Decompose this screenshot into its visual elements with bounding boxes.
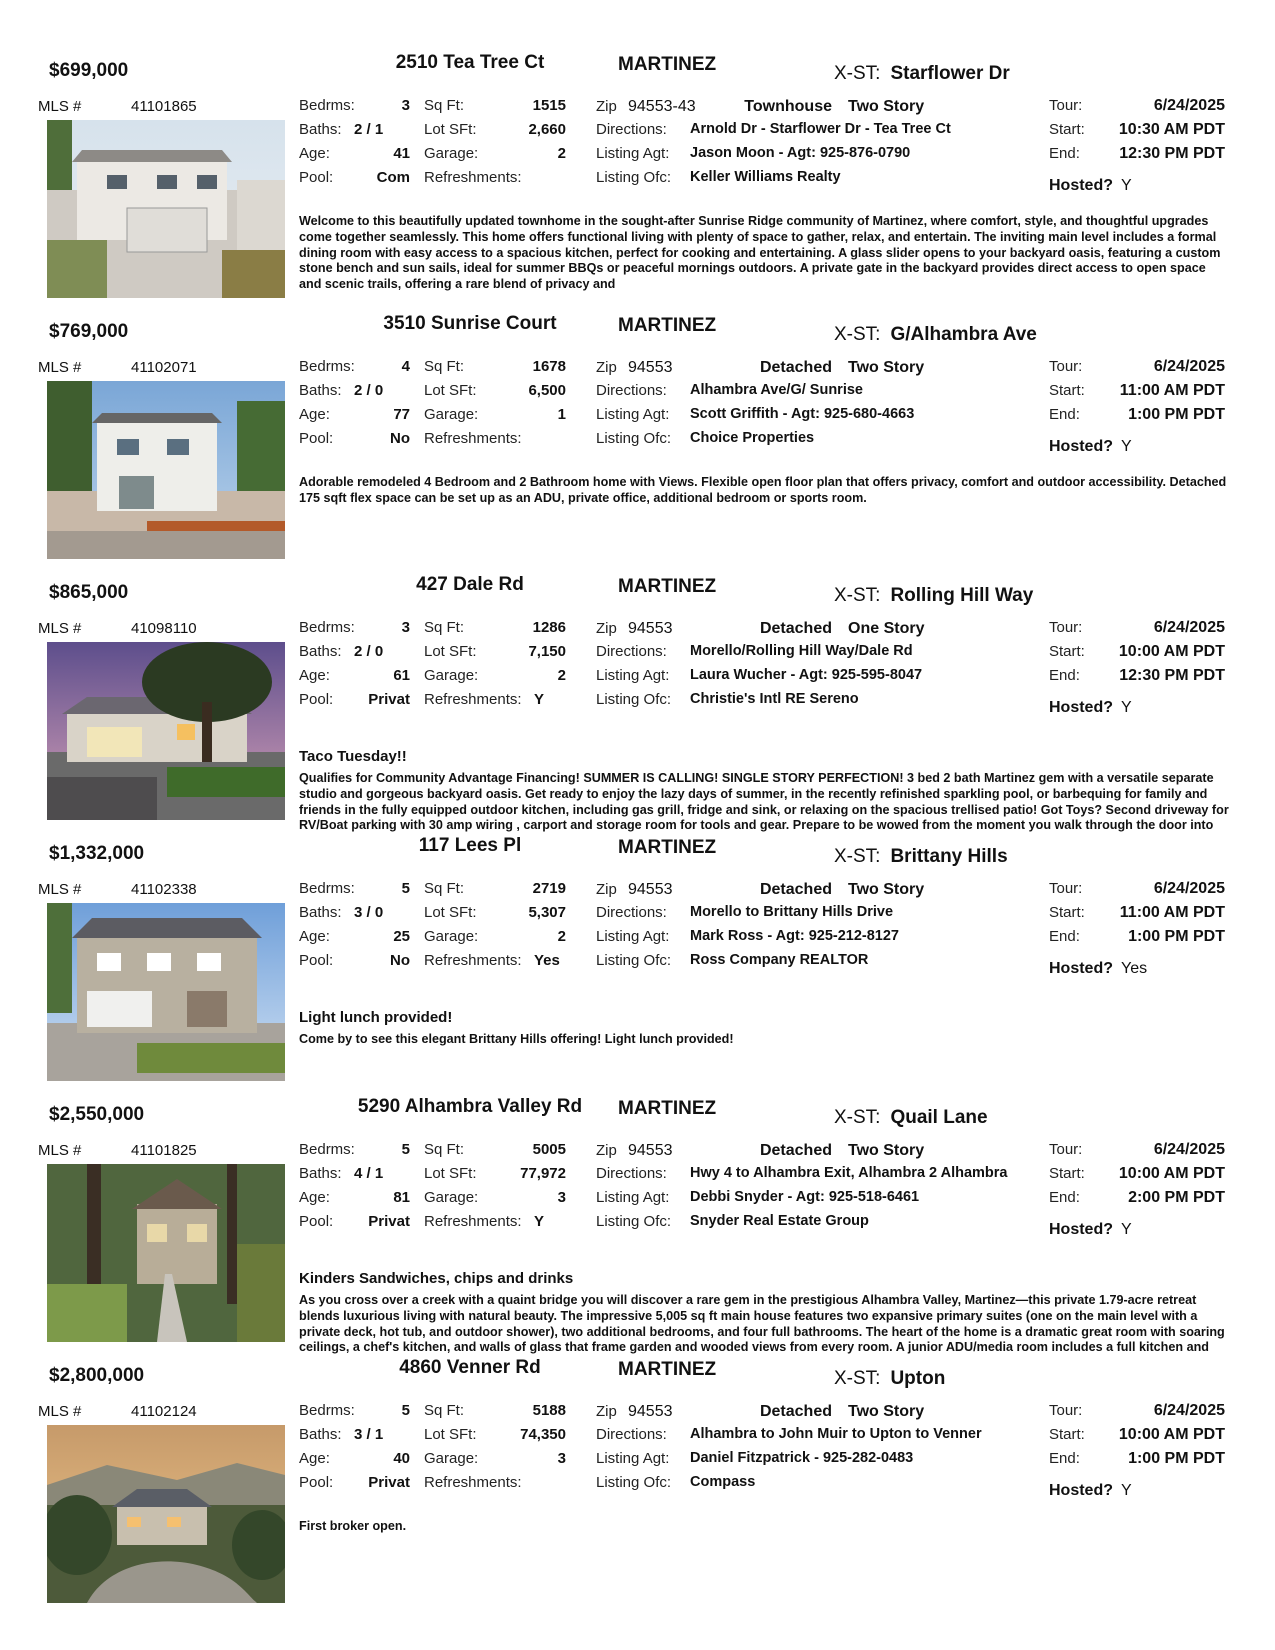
age-label: Age: (299, 667, 330, 684)
listing-agent-value: Laura Wucher - Agt: 925-595-8047 (690, 667, 923, 683)
listing-address: 5290 Alhambra Valley Rd (357, 1096, 583, 1117)
listing-note: Light lunch provided! (299, 1009, 453, 1026)
bedrms-label: Bedrms: (299, 880, 355, 897)
lotsft-label: Lot SFt: (424, 1426, 477, 1443)
listing-office-label: Listing Ofc: (596, 691, 672, 708)
property-stories: Two Story (848, 881, 925, 898)
start-label: Start: (1049, 1426, 1085, 1443)
zip-value: 94553 (628, 1403, 673, 1420)
listing-office-value: Keller Williams Realty (690, 169, 841, 185)
sqft-value: 5005 (532, 1141, 566, 1158)
bedrms-label: Bedrms: (299, 1141, 355, 1158)
listing-description: Welcome to this beautifully updated townhome in the sought-after Sunrise Ridge community of Martinez, where comfort, style, and thoughtful upgrades come together seamlessly. This home offers functional living with plenty of space to gather, relax, and entertain. The inviting main level includes a formal dining room with easy access to a spacious kitchen, perfect for cooking and entertaining. A glass slider opens to your backyard oasis, featuring a custom stone bench and sun sails, ideal for summer BBQs or peaceful mornings outdoors. A private gate in the backyard provides direct access to open space and scenic trails, offering a rare blend of privacy and (299, 214, 1221, 292)
listing-office-value: Choice Properties (690, 430, 815, 446)
listing-address: 2510 Tea Tree Ct (395, 52, 545, 73)
property-photo (47, 903, 285, 1081)
listing-city: MARTINEZ (618, 315, 717, 336)
garage-value: 3 (557, 1450, 566, 1467)
bedrms-value: 5 (401, 1402, 410, 1419)
listing-price: $699,000 (49, 60, 129, 81)
listing-note: Kinders Sandwiches, chips and drinks (299, 1270, 574, 1287)
sqft-value: 2719 (532, 880, 566, 897)
refreshments-label: Refreshments: (424, 1474, 522, 1491)
hosted (1049, 1482, 1132, 1500)
end-label: End: (1049, 1450, 1080, 1467)
lotsft-value: 2,660 (528, 121, 566, 138)
listing-office-value: Christie's Intl RE Sereno (690, 691, 859, 707)
directions-label: Directions: (596, 1426, 667, 1443)
listing-city: MARTINEZ (618, 54, 717, 75)
property-type: Detached (759, 359, 832, 376)
property-photo (47, 120, 285, 298)
age-value: 25 (393, 928, 410, 945)
listing-city: MARTINEZ (618, 837, 717, 858)
hosted (1049, 438, 1132, 456)
listing-6 (0, 1357, 1275, 1619)
lotsft-value: 74,350 (520, 1426, 566, 1443)
bedrms-label: Bedrms: (299, 619, 355, 636)
zip-value: 94553 (628, 620, 673, 637)
property-type: Detached (759, 1403, 832, 1420)
listing-office-value: Compass (690, 1474, 756, 1490)
sqft-label: Sq Ft: (424, 1402, 465, 1419)
tour-label: Tour: (1049, 880, 1083, 897)
end-time: 12:30 PM PDT (1119, 145, 1225, 162)
cross-street-value: Rolling Hill Way (890, 585, 1034, 606)
hosted-label: Hosted? (1049, 177, 1113, 194)
directions-value: Alhambra Ave/G/ Sunrise (690, 382, 863, 398)
zip-value: 94553 (628, 881, 673, 898)
tour-date: 6/24/2025 (1153, 880, 1225, 897)
pool-value: Com (376, 169, 410, 186)
end-label: End: (1049, 1189, 1080, 1206)
age-label: Age: (299, 1189, 330, 1206)
cross-street-label: X-ST: (834, 324, 881, 345)
age-label: Age: (299, 1450, 330, 1467)
listing-1 (0, 52, 1275, 314)
bedrms-label: Bedrms: (299, 358, 355, 375)
tour-date: 6/24/2025 (1153, 97, 1225, 114)
listing-note: Taco Tuesday!! (299, 748, 407, 765)
listing-description: First broker open. (299, 1519, 407, 1533)
garage-label: Garage: (424, 1450, 479, 1467)
end-label: End: (1049, 406, 1080, 423)
garage-label: Garage: (424, 928, 479, 945)
refreshments-label: Refreshments: (424, 952, 522, 969)
hosted-label: Hosted? (1049, 438, 1113, 455)
start-label: Start: (1049, 643, 1085, 660)
garage-value: 2 (557, 145, 566, 162)
refreshments-value: Y (534, 1213, 545, 1230)
mls-label: MLS # (38, 881, 82, 898)
zip-label: Zip (596, 620, 617, 637)
property-photo (47, 381, 285, 559)
age-label: Age: (299, 406, 330, 423)
listing-2 (0, 313, 1275, 575)
mls-number: 41102124 (131, 1403, 197, 1420)
age-value: 40 (393, 1450, 410, 1467)
listing-city: MARTINEZ (618, 1359, 717, 1380)
sqft-label: Sq Ft: (424, 880, 465, 897)
property-photo (47, 1425, 285, 1603)
age-label: Age: (299, 928, 330, 945)
listing-agent-value: Scott Griffith - Agt: 925-680-4663 (690, 406, 915, 422)
zip-value: 94553-43 (628, 98, 696, 115)
lotsft-label: Lot SFt: (424, 643, 477, 660)
mls-number: 41102071 (131, 359, 197, 376)
bedrms-value: 3 (401, 97, 410, 114)
start-time: 11:00 AM PDT (1119, 382, 1225, 399)
age-value: 81 (393, 1189, 410, 1206)
end-label: End: (1049, 145, 1080, 162)
zip-label: Zip (596, 881, 617, 898)
property-stories: Two Story (848, 359, 925, 376)
cross-street-label: X-ST: (834, 846, 881, 867)
cross-street-label: X-ST: (834, 1107, 881, 1128)
bedrms-value: 5 (401, 1141, 410, 1158)
end-time: 2:00 PM PDT (1128, 1189, 1225, 1206)
tour-label: Tour: (1049, 1141, 1083, 1158)
property-type: Detached (759, 1142, 832, 1159)
property-stories: Two Story (848, 1403, 925, 1420)
refreshments-value: Y (534, 691, 545, 708)
directions-value: Hwy 4 to Alhambra Exit, Alhambra 2 Alhambra (690, 1165, 1008, 1181)
pool-label: Pool: (299, 1474, 334, 1491)
pool-label: Pool: (299, 691, 334, 708)
end-time: 1:00 PM PDT (1128, 406, 1225, 423)
baths-label: Baths: (299, 1426, 342, 1443)
mls-number: 41102338 (131, 881, 197, 898)
listing-office-label: Listing Ofc: (596, 169, 672, 186)
listing-agent-value: Debbi Snyder - Agt: 925-518-6461 (690, 1189, 920, 1205)
pool-label: Pool: (299, 1213, 334, 1230)
property-stories: One Story (848, 620, 925, 637)
listing-3 (0, 574, 1275, 836)
directions-value: Morello to Brittany Hills Drive (690, 904, 894, 920)
refreshments-label: Refreshments: (424, 169, 522, 186)
directions-value: Morello/Rolling Hill Way/Dale Rd (690, 643, 913, 659)
listing-agent-value: Mark Ross - Agt: 925-212-8127 (690, 928, 899, 944)
zip-label: Zip (596, 98, 617, 115)
start-time: 10:00 AM PDT (1118, 1165, 1225, 1182)
start-label: Start: (1049, 382, 1085, 399)
cross-street (834, 585, 1033, 607)
listing-office-label: Listing Ofc: (596, 1474, 672, 1491)
listing-city: MARTINEZ (618, 1098, 717, 1119)
sqft-value: 1678 (532, 358, 566, 375)
cross-street-value: Quail Lane (890, 1107, 988, 1128)
directions-label: Directions: (596, 643, 667, 660)
listing-address: 4860 Venner Rd (399, 1357, 541, 1378)
mls-label: MLS # (38, 359, 82, 376)
mls-label: MLS # (38, 1142, 82, 1159)
baths-value: 2 / 0 (354, 643, 384, 660)
age-label: Age: (299, 145, 330, 162)
tour-date: 6/24/2025 (1153, 1141, 1225, 1158)
age-value: 77 (393, 406, 410, 423)
end-time: 1:00 PM PDT (1128, 928, 1225, 945)
end-time: 1:00 PM PDT (1128, 1450, 1225, 1467)
property-photo (47, 642, 285, 820)
baths-value: 2 / 0 (354, 382, 384, 399)
listing-price: $2,550,000 (49, 1104, 145, 1125)
tour-date: 6/24/2025 (1153, 1402, 1225, 1419)
hosted-label: Hosted? (1049, 960, 1113, 977)
hosted-value: Y (1121, 1221, 1132, 1238)
mls-label: MLS # (38, 620, 82, 637)
hosted (1049, 1221, 1132, 1239)
property-stories: Two Story (848, 1142, 925, 1159)
cross-street-value: Upton (890, 1368, 946, 1389)
property-type: Detached (759, 620, 832, 637)
bedrms-value: 3 (401, 619, 410, 636)
end-label: End: (1049, 928, 1080, 945)
tour-date: 6/24/2025 (1153, 619, 1225, 636)
hosted-label: Hosted? (1049, 1482, 1113, 1499)
lotsft-label: Lot SFt: (424, 1165, 477, 1182)
listing-office-label: Listing Ofc: (596, 430, 672, 447)
listing-price: $769,000 (49, 321, 129, 342)
pool-value: Privat (368, 1474, 410, 1491)
age-value: 61 (393, 667, 410, 684)
directions-label: Directions: (596, 121, 667, 138)
directions-label: Directions: (596, 1165, 667, 1182)
listing-agent-label: Listing Agt: (596, 1189, 670, 1206)
listing-office-label: Listing Ofc: (596, 952, 672, 969)
listing-agent-label: Listing Agt: (596, 145, 670, 162)
tour-date: 6/24/2025 (1153, 358, 1225, 375)
bedrms-label: Bedrms: (299, 1402, 355, 1419)
end-label: End: (1049, 667, 1080, 684)
property-type: Townhouse (744, 98, 832, 115)
property-photo (47, 1164, 285, 1342)
pool-label: Pool: (299, 952, 334, 969)
pool-value: No (390, 952, 410, 969)
mls-number: 41101825 (131, 1142, 197, 1159)
mls-label: MLS # (38, 98, 82, 115)
directions-value: Alhambra to John Muir to Upton to Venner (690, 1426, 982, 1442)
start-time: 10:00 AM PDT (1118, 643, 1225, 660)
start-time: 10:30 AM PDT (1118, 121, 1225, 138)
tour-label: Tour: (1049, 97, 1083, 114)
start-time: 10:00 AM PDT (1118, 1426, 1225, 1443)
hosted-value: Y (1121, 177, 1132, 194)
garage-label: Garage: (424, 667, 479, 684)
listing-description: Qualifies for Community Advantage Financing! SUMMER IS CALLING! SINGLE STORY PERFECTION! 3 bed 2 bath Martinez gem with a versatile separate studio and gorgeous backyard oasis. Get ready to enjoy the lazy days of summer, in the recently refinished sparkling pool, or barbequing for family and friends in the fully equipped outdoor kitchen, including gas grill, fridge and sink, or relaxing on the spacious trellised patio! Got Toys? Second driveway for RV/Boat parking with 30 amp wiring , carport and storage room for tools and gear. Prepare to be wowed from the moment you walk through the door into (299, 771, 1229, 833)
listing-agent-value: Jason Moon - Agt: 925-876-0790 (690, 145, 911, 161)
zip-label: Zip (596, 1403, 617, 1420)
listing-price: $1,332,000 (49, 843, 145, 864)
cross-street (834, 1368, 945, 1390)
mls-label: MLS # (38, 1403, 82, 1420)
refreshments-value: Yes (534, 952, 560, 969)
directions-label: Directions: (596, 904, 667, 921)
age-value: 41 (393, 145, 410, 162)
cross-street-value: G/Alhambra Ave (890, 324, 1037, 345)
baths-value: 2 / 1 (354, 121, 384, 138)
listing-office-label: Listing Ofc: (596, 1213, 672, 1230)
hosted (1049, 177, 1132, 195)
listing-agent-label: Listing Agt: (596, 1450, 670, 1467)
hosted-value: Y (1121, 438, 1132, 455)
end-time: 12:30 PM PDT (1119, 667, 1225, 684)
sqft-value: 1286 (532, 619, 566, 636)
pool-value: Privat (368, 691, 410, 708)
tour-label: Tour: (1049, 619, 1083, 636)
baths-label: Baths: (299, 643, 342, 660)
baths-value: 3 / 1 (354, 1426, 384, 1443)
cross-street-label: X-ST: (834, 63, 881, 84)
pool-label: Pool: (299, 169, 334, 186)
listing-description: Adorable remodeled 4 Bedroom and 2 Bathroom home with Views. Flexible open floor plan that offers privacy, comfort and outdoor accessibility. Detached 175 sqft flex space can be set up as an ADU, private office, additional bedroom or sports room. (299, 475, 1227, 505)
lotsft-value: 77,972 (520, 1165, 566, 1182)
bedrms-value: 4 (401, 358, 410, 375)
property-stories: Two Story (848, 98, 925, 115)
mls-number: 41098110 (131, 620, 197, 637)
hosted-label: Hosted? (1049, 1221, 1113, 1238)
cross-street (834, 63, 1010, 85)
lotsft-value: 5,307 (528, 904, 566, 921)
hosted-value: Y (1121, 699, 1132, 716)
pool-value: Privat (368, 1213, 410, 1230)
start-label: Start: (1049, 904, 1085, 921)
baths-value: 3 / 0 (354, 904, 384, 921)
listing-description: As you cross over a creek with a quaint bridge you will discover a rare gem in the prestigious Alhambra Valley, Martinez—this private 1.79-acre retreat blends luxurious living with natural beauty. The impressive 5,005 sq ft main house features two expansive primary suites (one on the main level with a private deck, hot tub, and outdoor shower), two additional bedrooms, and four full bathrooms. The heart of the home is a dramatic great room with soaring ceilings, a chef's kitchen, and walls of glass that frame garden and wooded views from every room. A junior ADU/media room includes a full kitchen and (299, 1293, 1225, 1355)
sqft-value: 1515 (532, 97, 566, 114)
tour-label: Tour: (1049, 1402, 1083, 1419)
lotsft-label: Lot SFt: (424, 904, 477, 921)
baths-value: 4 / 1 (354, 1165, 384, 1182)
start-label: Start: (1049, 1165, 1085, 1182)
pool-value: No (390, 430, 410, 447)
listing-agent-label: Listing Agt: (596, 667, 670, 684)
cross-street-value: Brittany Hills (890, 846, 1008, 867)
zip-label: Zip (596, 1142, 617, 1159)
listing-price: $865,000 (49, 582, 129, 603)
listing-office-value: Ross Company REALTOR (690, 952, 869, 968)
listing-address: 117 Lees Pl (418, 835, 522, 856)
zip-value: 94553 (628, 1142, 673, 1159)
sqft-label: Sq Ft: (424, 619, 465, 636)
lotsft-label: Lot SFt: (424, 382, 477, 399)
hosted (1049, 960, 1147, 978)
listing-agent-label: Listing Agt: (596, 928, 670, 945)
baths-label: Baths: (299, 121, 342, 138)
cross-street (834, 324, 1037, 346)
pool-label: Pool: (299, 430, 334, 447)
cross-street-label: X-ST: (834, 585, 881, 606)
listing-address: 3510 Sunrise Court (383, 313, 557, 334)
property-type: Detached (759, 881, 832, 898)
bedrms-label: Bedrms: (299, 97, 355, 114)
listing-5 (0, 1096, 1275, 1358)
cross-street (834, 1107, 988, 1129)
cross-street-label: X-ST: (834, 1368, 881, 1389)
baths-label: Baths: (299, 382, 342, 399)
lotsft-label: Lot SFt: (424, 121, 477, 138)
garage-value: 1 (557, 406, 566, 423)
lotsft-value: 6,500 (528, 382, 566, 399)
mls-number: 41101865 (131, 98, 197, 115)
hosted-label: Hosted? (1049, 699, 1113, 716)
baths-label: Baths: (299, 1165, 342, 1182)
garage-value: 2 (557, 928, 566, 945)
garage-label: Garage: (424, 406, 479, 423)
listing-price: $2,800,000 (49, 1365, 145, 1386)
garage-value: 3 (557, 1189, 566, 1206)
sqft-value: 5188 (532, 1402, 566, 1419)
refreshments-label: Refreshments: (424, 430, 522, 447)
sqft-label: Sq Ft: (424, 1141, 465, 1158)
sqft-label: Sq Ft: (424, 97, 465, 114)
listing-city: MARTINEZ (618, 576, 717, 597)
listing-description: Come by to see this elegant Brittany Hills offering! Light lunch provided! (299, 1032, 734, 1046)
baths-label: Baths: (299, 904, 342, 921)
garage-value: 2 (557, 667, 566, 684)
directions-label: Directions: (596, 382, 667, 399)
garage-label: Garage: (424, 1189, 479, 1206)
directions-value: Arnold Dr - Starflower Dr - Tea Tree Ct (690, 121, 951, 137)
sqft-label: Sq Ft: (424, 358, 465, 375)
lotsft-value: 7,150 (528, 643, 566, 660)
zip-label: Zip (596, 359, 617, 376)
listing-address: 427 Dale Rd (416, 574, 524, 595)
listing-agent-label: Listing Agt: (596, 406, 670, 423)
hosted (1049, 699, 1132, 717)
refreshments-label: Refreshments: (424, 1213, 522, 1230)
hosted-value: Yes (1121, 960, 1148, 977)
cross-street-value: Starflower Dr (890, 63, 1010, 84)
refreshments-label: Refreshments: (424, 691, 522, 708)
cross-street (834, 846, 1008, 868)
listing-4 (0, 835, 1275, 1097)
bedrms-value: 5 (401, 880, 410, 897)
start-time: 11:00 AM PDT (1119, 904, 1225, 921)
start-label: Start: (1049, 121, 1085, 138)
zip-value: 94553 (628, 359, 673, 376)
listing-office-value: Snyder Real Estate Group (690, 1213, 869, 1229)
listing-agent-value: Daniel Fitzpatrick - 925-282-0483 (690, 1450, 914, 1466)
garage-label: Garage: (424, 145, 479, 162)
tour-label: Tour: (1049, 358, 1083, 375)
hosted-value: Y (1121, 1482, 1132, 1499)
